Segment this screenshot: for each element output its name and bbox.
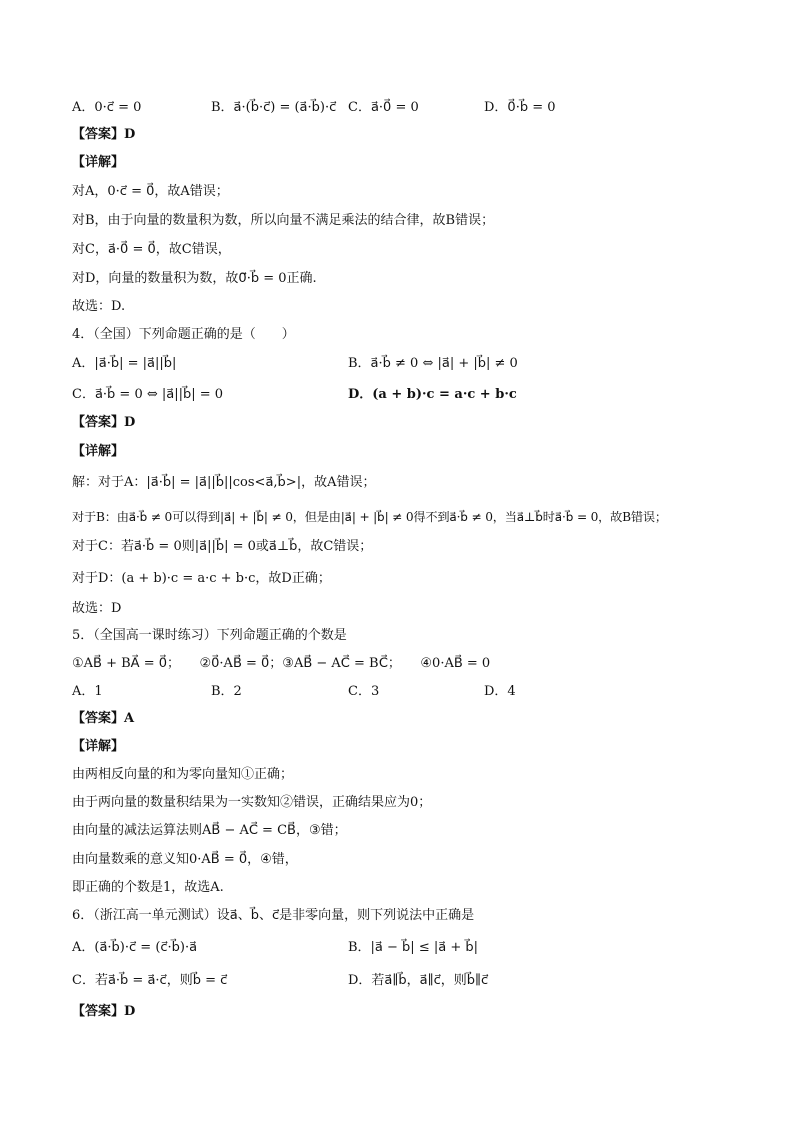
detail-label: 【详解】 [72, 444, 125, 459]
q3-detail-line: 对B，由于向量的数量积为数，所以向量不满足乘法的结合律，故B错误； [72, 213, 495, 228]
q3-detail-line: 对C，a⃗·0⃗ = 0⃗，故C错误， [72, 242, 231, 257]
q5-detail-line: 即正确的个数是1，故选A. [72, 880, 224, 895]
q4-option-c: C．a⃗·b⃗ = 0 ⇔ |a⃗||b⃗| = 0 [72, 387, 224, 402]
q6-option-b: B．|a⃗ − b⃗| ≤ |a⃗ + b⃗| [348, 940, 478, 955]
q3-option-d: D．0⃗·b⃗ = 0 [484, 100, 556, 115]
q6-option-d: D．若a⃗∥b⃗，a⃗∥c⃗，则b⃗∥c⃗ [348, 973, 489, 988]
q5-option-a: A．1 [72, 684, 103, 699]
q5-stem: 5．（全国高一课时练习）下列命题正确的个数是 [72, 628, 347, 643]
q4-detail-line: 对于D：(a + b)·c = a·c + b·c，故D正确； [72, 571, 331, 586]
q4-stem: 4．（全国）下列命题正确的是（ ） [72, 327, 295, 342]
q3-detail-line: 对A，0·c⃗ = 0⃗，故A错误； [72, 184, 229, 199]
q5-detail-line: 由两相反向量的和为零向量知①正确； [72, 767, 294, 782]
q5-detail-line: 由于两向量的数量积结果为一实数知②错误，正确结果应为0； [72, 795, 432, 810]
q6-option-c: C．若a⃗·b⃗ = a⃗·c⃗，则b⃗ = c⃗ [72, 973, 228, 988]
q3-option-c: C．a⃗·0⃗ = 0 [348, 100, 419, 115]
detail-label: 【详解】 [72, 155, 125, 170]
q5-statements: ①AB⃗ + BA⃗ = 0⃗； ②0⃗·AB⃗ = 0⃗；③AB⃗ − AC⃗ = BC⃗； ④0·AB⃗ = 0 [72, 656, 491, 671]
answer-label: 【答案】D [72, 415, 136, 430]
q4-detail-line: 对于C：若a⃗·b⃗ = 0则|a⃗||b⃗| = 0或a⃗⊥b⃗，故C错误； [72, 539, 373, 554]
q4-option-d: D．(a + b)·c = a·c + b·c [348, 387, 517, 402]
answer-label: 【答案】A [72, 711, 135, 726]
q6-option-a: A．(a⃗·b⃗)·c⃗ = (c⃗·b⃗)·a⃗ [72, 940, 198, 955]
q4-detail-line: 故选：D [72, 601, 122, 616]
q6-stem: 6．（浙江高一单元测试）设a⃗、b⃗、c⃗是非零向量，则下列说法中正确是 [72, 908, 475, 923]
q3-detail-line: 故选：D. [72, 299, 126, 314]
q3-option-a: A．0·c⃗ = 0 [72, 100, 142, 115]
q4-detail-line: 解：对于A：|a⃗·b⃗| = |a⃗||b⃗||cos<a⃗,b⃗>|，故A错误； [72, 475, 376, 490]
q5-detail-line: 由向量的减法运算法则AB⃗ − AC⃗ = CB⃗，③错； [72, 823, 347, 838]
q3-option-b: B．a⃗·(b⃗·c⃗) = (a⃗·b⃗)·c⃗ [211, 100, 337, 115]
q4-detail-line: 对于B：由a⃗·b⃗ ≠ 0可以得到|a⃗| + |b⃗| ≠ 0，但是由|a⃗| + |b⃗| ≠ 0得不到a⃗·b⃗ ≠ 0，当a⃗⊥b⃗时a⃗·b⃗ = 0，故B错误； [72, 510, 667, 524]
q5-option-b: B．2 [211, 684, 242, 699]
q3-detail-line: 对D，向量的数量积为数，故0⃗·b⃗ = 0正确. [72, 271, 317, 286]
detail-label: 【详解】 [72, 739, 125, 754]
q5-option-d: D．4 [484, 684, 516, 699]
q4-option-b: B．a⃗·b⃗ ≠ 0 ⇔ |a⃗| + |b⃗| ≠ 0 [348, 356, 518, 371]
q5-option-c: C．3 [348, 684, 380, 699]
answer-label: 【答案】D [72, 127, 136, 142]
answer-label: 【答案】D [72, 1004, 136, 1019]
q4-option-a: A．|a⃗·b⃗| = |a⃗||b⃗| [72, 356, 177, 371]
q5-detail-line: 由向量数乘的意义知0·AB⃗ = 0⃗，④错， [72, 852, 298, 867]
